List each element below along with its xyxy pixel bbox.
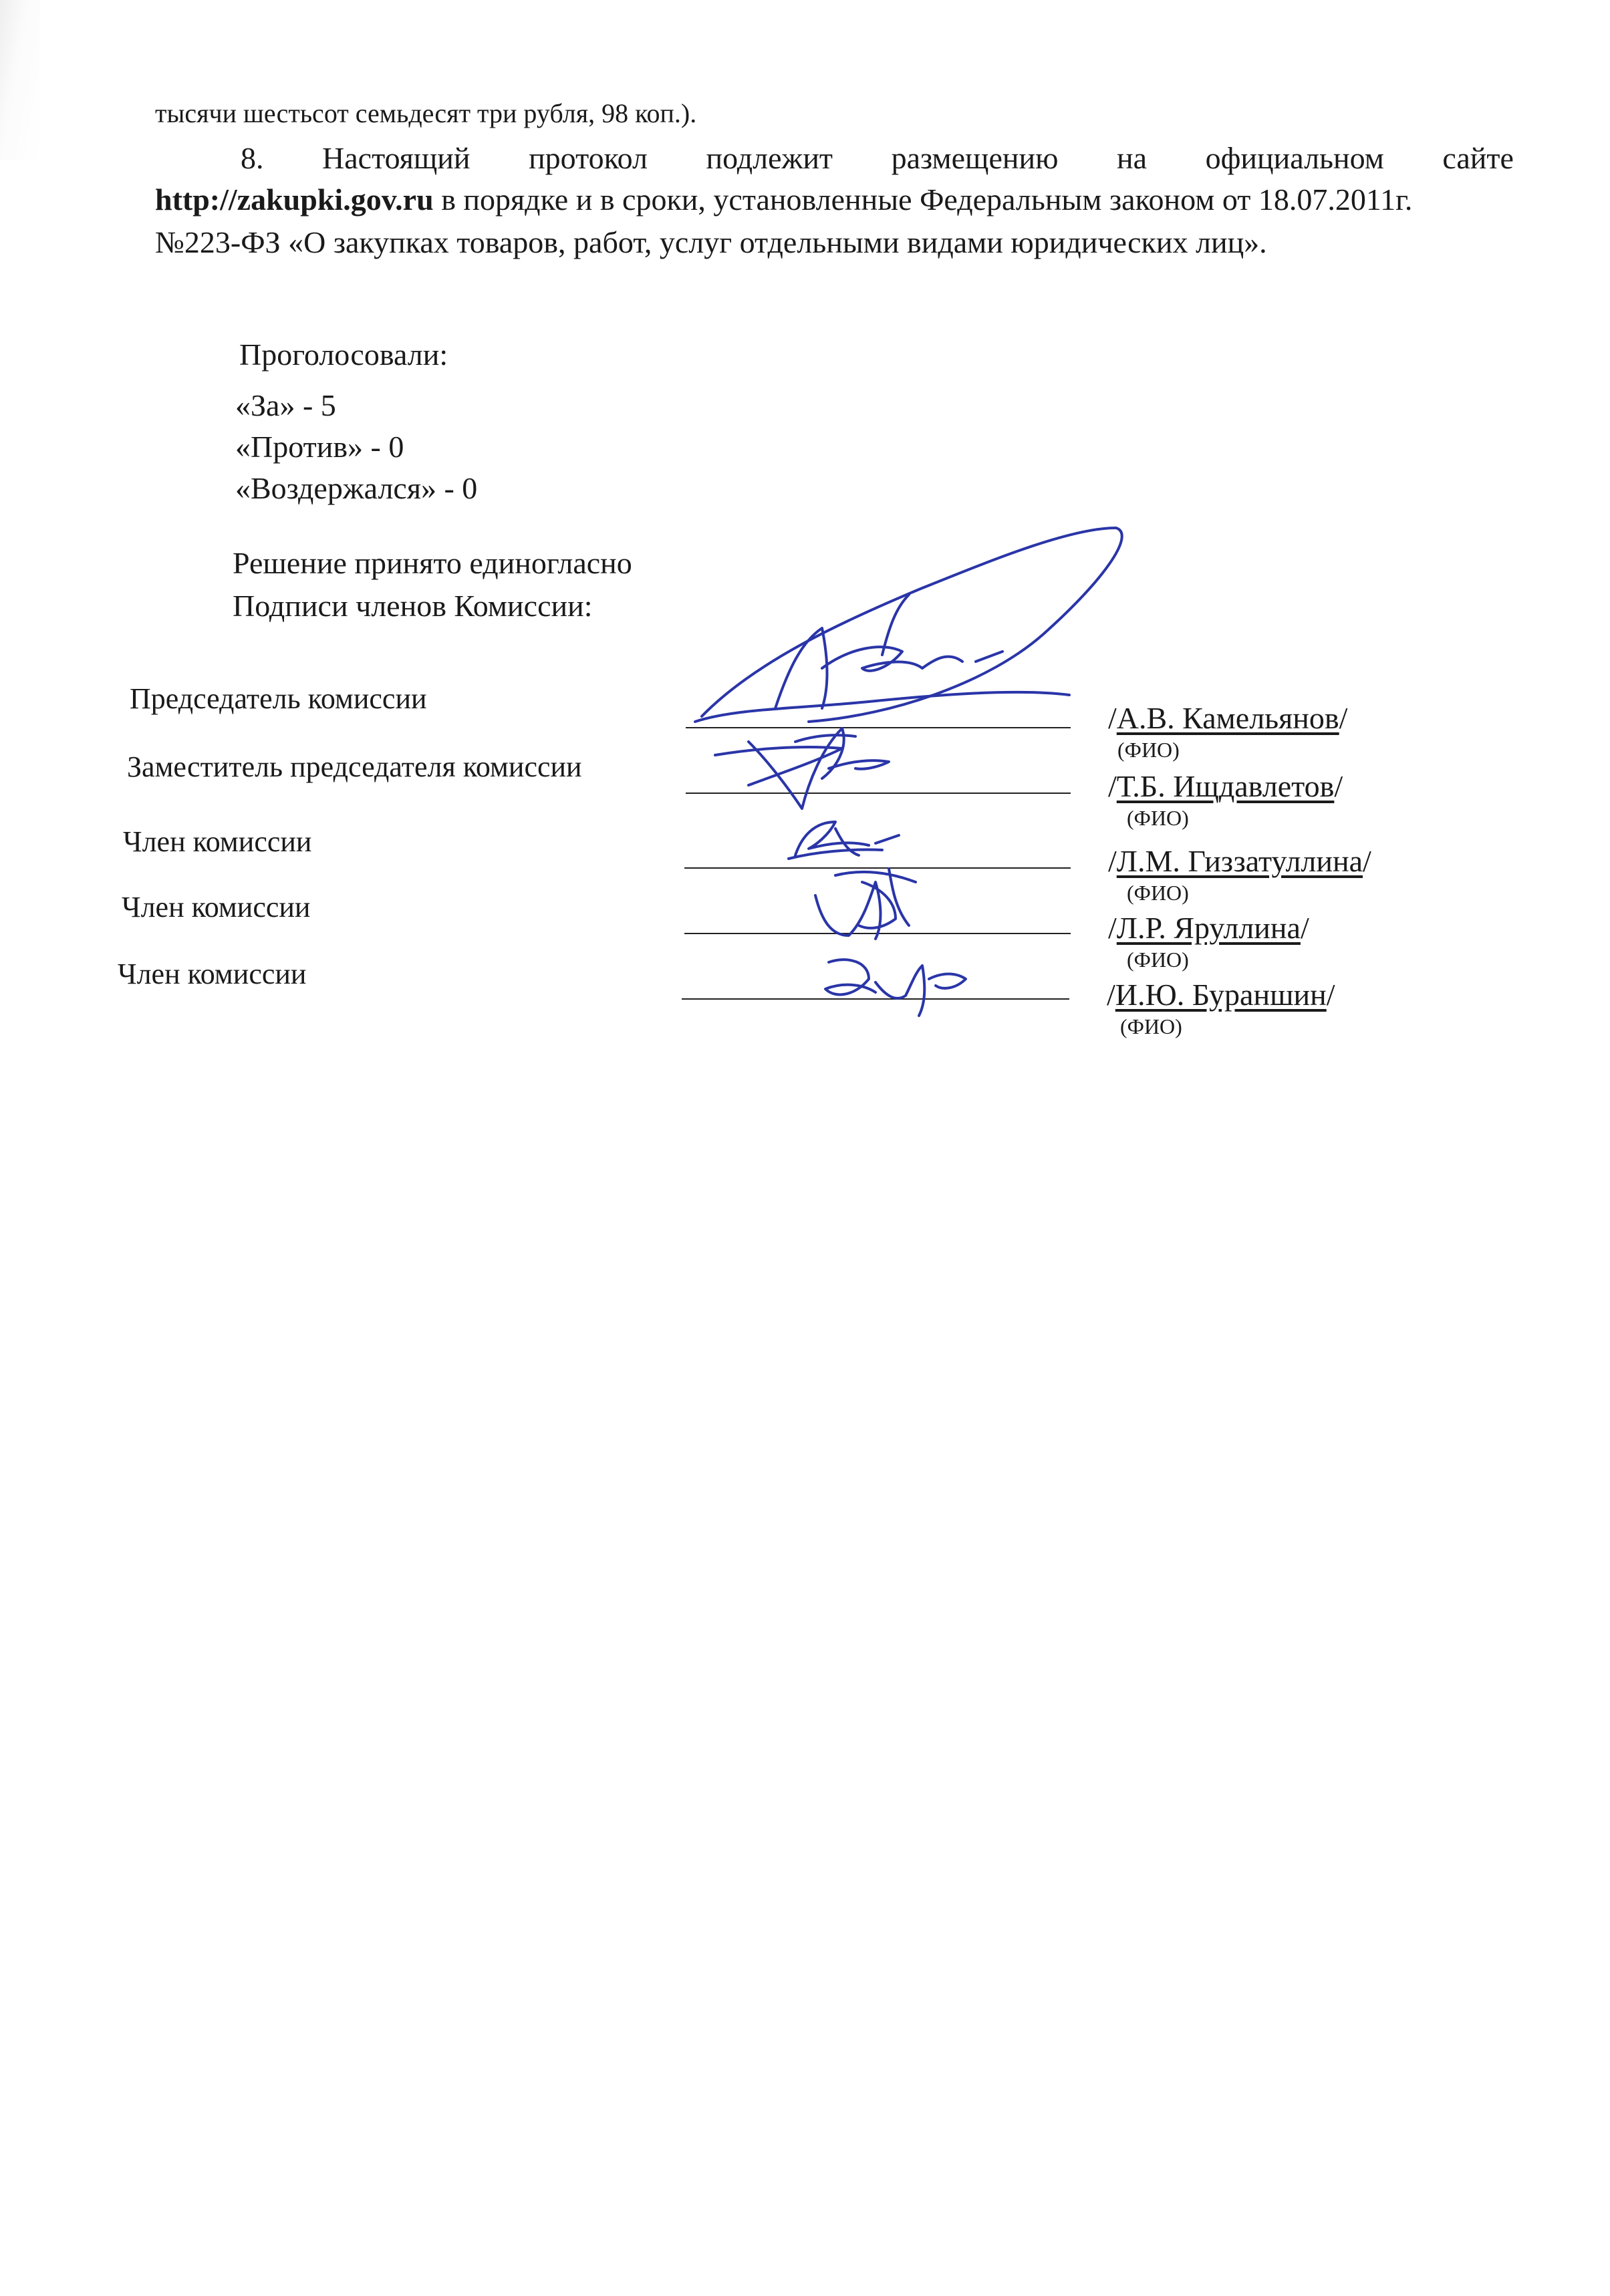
decision-text: Решение принято единогласно bbox=[233, 546, 632, 580]
signature-line bbox=[686, 793, 1071, 794]
signature-line bbox=[682, 998, 1069, 1000]
item8-line1 bbox=[241, 143, 1514, 174]
fio-caption: (ФИО) bbox=[1120, 1014, 1182, 1038]
item8-line3: №223-ФЗ «О закупках товаров, работ, услуг отдельными видами юридических лиц». bbox=[155, 225, 1267, 259]
vote-heading: Проголосовали: bbox=[239, 337, 448, 372]
item8-word: протокол bbox=[529, 141, 648, 175]
item8-word: Настоящий bbox=[322, 141, 471, 175]
member-role: Член комиссии bbox=[123, 825, 312, 858]
member-name: /Л.Р. Яруллина/ bbox=[1108, 911, 1309, 945]
signature-chairman bbox=[695, 528, 1122, 722]
item8-line2 bbox=[155, 184, 1412, 215]
item8-word: размещению bbox=[891, 141, 1059, 175]
signature-line bbox=[686, 727, 1071, 728]
item8-word: подлежит bbox=[706, 141, 833, 175]
signature-member-5 bbox=[825, 960, 966, 1016]
vote-abstain: «Воздержался» - 0 bbox=[235, 471, 478, 505]
signature-deputy bbox=[715, 728, 889, 809]
zakupki-url: http://zakupki.gov.ru bbox=[155, 182, 434, 217]
fio-caption: (ФИО) bbox=[1117, 738, 1180, 762]
item8-word: официальном bbox=[1205, 141, 1384, 175]
vote-for: «За» - 5 bbox=[235, 388, 336, 422]
member-name: /И.Ю. Бураншин/ bbox=[1107, 978, 1335, 1012]
signature-member-3 bbox=[789, 822, 899, 859]
item8-line2-rest: в порядке и в сроки, установленные Федеральным законом от 18.07.2011г. bbox=[433, 182, 1413, 217]
item8-number: 8. bbox=[241, 141, 264, 175]
member-role: Член комиссии bbox=[122, 891, 311, 923]
member-role: Член комиссии bbox=[118, 958, 307, 990]
item8-word: сайте bbox=[1442, 141, 1514, 175]
fio-caption: (ФИО) bbox=[1127, 806, 1189, 830]
item8-word: на bbox=[1117, 141, 1148, 175]
signature-member-4 bbox=[815, 869, 916, 939]
member-name-text: И.Ю. Бураншин bbox=[1115, 978, 1327, 1012]
signature-line bbox=[684, 933, 1071, 934]
member-role: Заместитель председателя комиссии bbox=[127, 750, 582, 783]
member-role: Председатель комиссии bbox=[130, 682, 427, 715]
fio-caption: (ФИО) bbox=[1127, 948, 1189, 972]
vote-against: «Против» - 0 bbox=[235, 430, 404, 464]
fio-caption: (ФИО) bbox=[1127, 881, 1189, 905]
signatures-heading: Подписи членов Комиссии: bbox=[233, 589, 593, 623]
member-name: /Л.М. Гиззатуллина/ bbox=[1108, 844, 1371, 878]
intro-line: тысячи шестьсот семьдесят три рубля, 98 коп.). bbox=[155, 98, 697, 128]
member-name: /Т.Б. Ищдавлетов/ bbox=[1108, 769, 1343, 803]
scan-shadow bbox=[0, 0, 40, 160]
signature-line bbox=[684, 867, 1071, 869]
member-name: /А.В. Камельянов/ bbox=[1108, 701, 1348, 735]
